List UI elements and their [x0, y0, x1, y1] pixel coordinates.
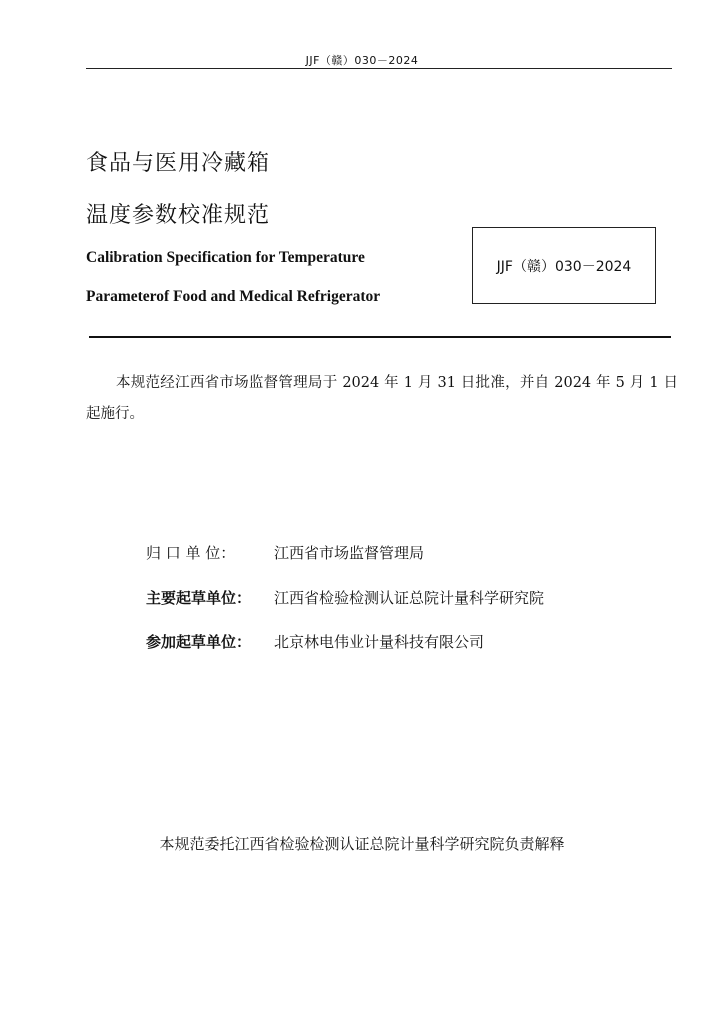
unit-value: 江西省市场监督管理局: [274, 544, 425, 562]
standard-code-label: JJF（赣）030－2024: [496, 258, 632, 275]
unit-row-main-drafter: [146, 587, 544, 608]
unit-value: 北京林电伟业计量科技有限公司: [274, 633, 485, 651]
title-divider: [89, 336, 671, 338]
unit-value: 江西省检验检测认证总院计量科学研究院: [274, 589, 545, 607]
title-english-line-2: Parameterof Food and Medical Refrigerator: [86, 288, 381, 305]
unit-row-responsible: [146, 542, 424, 563]
unit-label: 参加起草单位：: [146, 633, 252, 651]
title-english-line-1: Calibration Specification for Temperature: [86, 249, 365, 266]
unit-label: 归 口 单 位：: [146, 544, 236, 562]
unit-label: 主要起草单位：: [146, 589, 252, 607]
standard-code-box: [472, 227, 656, 304]
header-divider: [86, 68, 672, 69]
title-chinese-line-2: 温度参数校准规范: [86, 203, 271, 228]
approval-statement: 本规范经江西省市场监督管理局于 2024 年 1 月 31 日批准，并自 2024 年 5 月 1 日起施行。: [86, 375, 678, 422]
interpretation-statement: 本规范委托江西省检验检测认证总院计量科学研究院负责解释: [159, 835, 565, 853]
title-chinese-line-1: 食品与医用冷藏箱: [86, 151, 271, 176]
unit-row-participating-drafter: [146, 631, 484, 652]
header-standard-code: JJF（赣）030－2024: [305, 54, 419, 67]
